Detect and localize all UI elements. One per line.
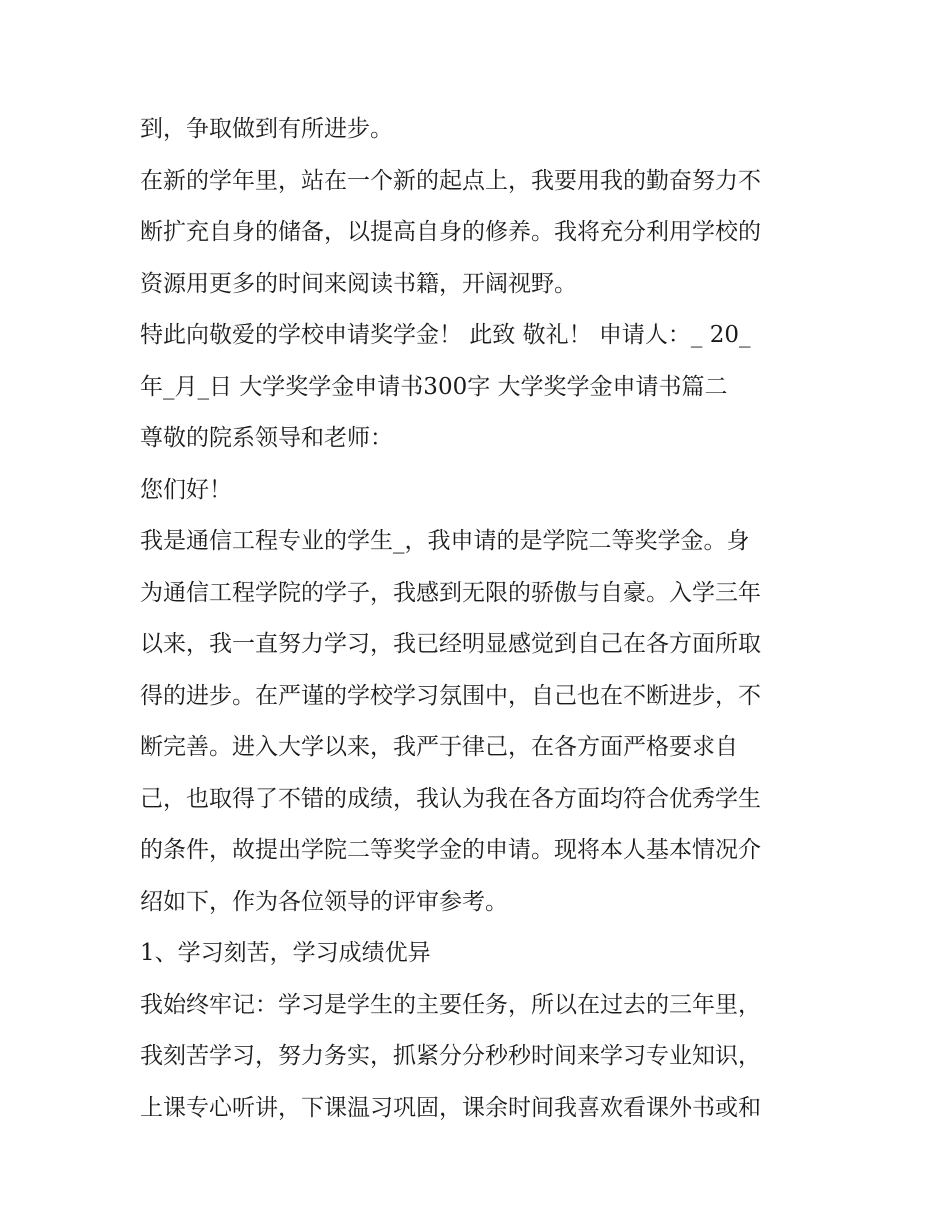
text-line-9: 我是通信工程专业的学生_，我申请的是学院二等奖学金。身	[140, 528, 750, 554]
greeting: 您们好！	[140, 476, 232, 503]
text-line-13: 断完善。进入大学以来，我严于律己，在各方面严格要求自	[140, 734, 738, 760]
text-line-16: 绍如下，作为各位领导的评审参考。	[140, 888, 508, 915]
text-line-19: 我刻苦学习，努力务实，抓紧分分秒秒时间来学习专业知识，	[140, 1043, 761, 1069]
text-line-20: 上课专心听讲，下课温习巩固，课余时间我喜欢看课外书或和	[140, 1094, 761, 1121]
section-heading: 1、学习刻苦，学习成绩优异	[140, 940, 431, 966]
text-line-10: 为通信工程学院的学子，我感到无限的骄傲与自豪。入学三年	[140, 579, 761, 606]
document-body	[140, 104, 820, 1134]
text-line-18: 我始终牢记：学习是学生的主要任务，所以在过去的三年里，	[140, 991, 761, 1018]
text-line-6: 年_月_日 大学奖学金申请书300字 大学奖学金申请书篇二	[140, 373, 728, 400]
text-line-2: 在新的学年里，站在一个新的起点上，我要用我的勤奋努力不	[140, 167, 761, 194]
text-line-5: 特此向敬爱的学校申请奖学金！ 此致 敬礼！ 申请人：_ 20_	[140, 322, 751, 348]
text-line-4: 资源用更多的时间来阅读书籍，开阔视野。	[140, 270, 577, 297]
text-line-15: 的条件，故提出学院二等奖学金的申请。现将本人基本情况介	[140, 837, 761, 863]
salutation: 尊敬的院系领导和老师：	[140, 425, 393, 451]
text-line-1: 到，争取做到有所进步。	[140, 116, 393, 142]
text-line-14: 己，也取得了不错的成绩，我认为我在各方面均符合优秀学生	[140, 785, 761, 812]
text-line-3: 断扩充自身的储备，以提高自身的修养。我将充分利用学校的	[140, 219, 761, 245]
text-line-11: 以来，我一直努力学习，我已经明显感觉到自己在各方面所取	[140, 631, 761, 657]
text-line-12: 得的进步。在严谨的学校学习氛围中，自己也在不断进步，不	[140, 682, 761, 709]
